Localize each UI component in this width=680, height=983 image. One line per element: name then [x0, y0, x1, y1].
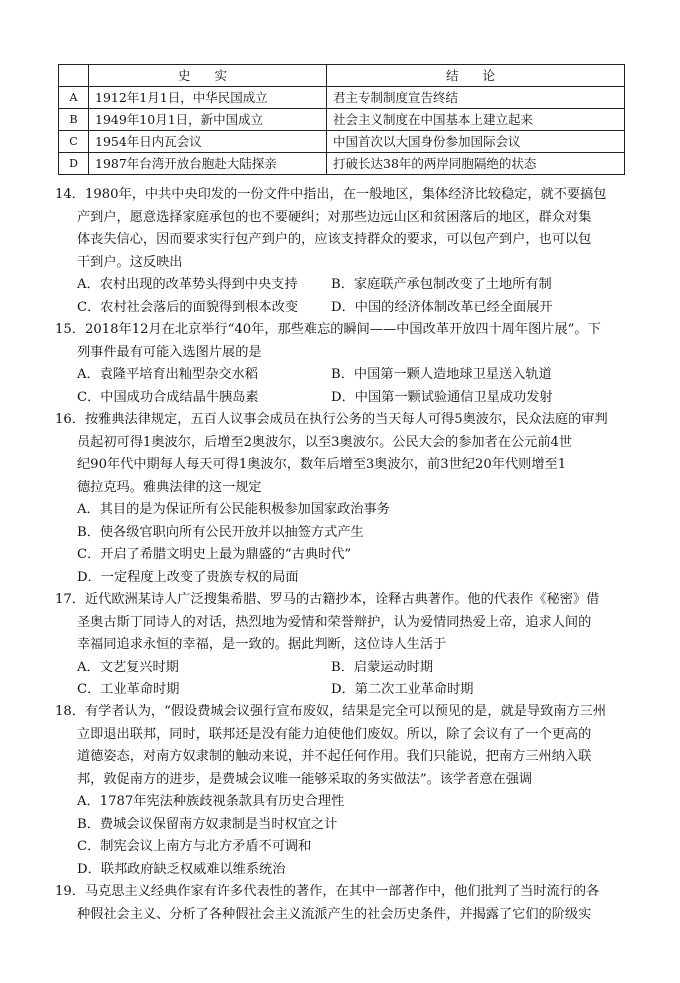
question-18	[55, 701, 635, 881]
question-stem-line: 纪90年代中期每人每天可得1奥波尔，数年后增至3奥波尔，前3世纪20年代则增至1	[77, 457, 567, 472]
option-d[interactable]: D．中国第一颗试验通信卫星成功发射	[331, 389, 553, 405]
option-a[interactable]: A．农村出现的改革势头得到中央支持	[77, 277, 298, 292]
question-stem-line: 14．1980年，中共中央印发的一份文件中指出，在一般地区，集体经济比较稳定，就不要搞包	[55, 187, 607, 202]
option-row	[55, 364, 635, 387]
row-label: B	[59, 109, 89, 131]
row-label: C	[59, 131, 89, 153]
table-row	[59, 109, 625, 131]
table-header-blank	[59, 65, 89, 87]
question-14	[55, 184, 635, 319]
option-b[interactable]: B．费城会议保留南方奴隶制是当时权宜之计	[77, 816, 338, 832]
question-stem-line: 幸福同追求永恒的幸福，是一致的。据此判断，这位诗人生活于	[77, 637, 447, 652]
question-stem-line: 18．有学者认为，“假设费城会议强行宣布废奴，结果是完全可以预见的是，就是导致南方三州	[55, 704, 607, 719]
option-d[interactable]: D．一定程度上改变了贵族专权的局面	[77, 569, 299, 585]
row-label: D	[59, 153, 89, 175]
table-header-row	[59, 65, 625, 87]
table-row	[59, 87, 625, 109]
option-a[interactable]: A．1787年宪法种族歧视条款具有历史合理性	[77, 794, 345, 809]
question-stem-line: 员起初可得1奥波尔，后增至2奥波尔，以至3奥波尔。公民大会的参加者在公元前4世	[77, 434, 573, 450]
question-stem-line: 种假社会主义、分析了各种假社会主义流派产生的社会历史条件，并揭露了它们的阶级实	[77, 906, 592, 922]
table-header-conclusion: 结 论	[327, 65, 625, 87]
row-label: A	[59, 87, 89, 109]
option-a[interactable]: A．其目的是为保证所有公民能积极参加国家政治事务	[77, 502, 390, 517]
question-stem-line: 15．2018年12月在北京举行“40年，那些难忘的瞬间——中国改革开放四十周年图片展”。下	[55, 322, 601, 337]
option-row	[55, 387, 635, 410]
question-stem-line: 德拉克玛。雅典法律的这一规定	[77, 479, 262, 495]
option-a[interactable]: A．文艺复兴时期	[77, 659, 179, 675]
history-table	[58, 64, 625, 175]
option-c[interactable]: C．农村社会落后的面貌得到根本改变	[77, 299, 299, 315]
row-conclusion: 中国首次以大国身份参加国际会议	[327, 131, 625, 153]
question-stem-line: 17．近代欧洲某诗人广泛搜集希腊、罗马的古籍抄本，诠释古典著作。他的代表作《秘密》借	[55, 592, 600, 607]
option-c[interactable]: C．工业革命时期	[77, 682, 180, 697]
option-b[interactable]: B．家庭联产承包制改变了土地所有制	[331, 277, 552, 292]
row-fact: 1987年台湾开放台胞赴大陆探亲	[89, 153, 327, 175]
option-a[interactable]: A．袁隆平培育出籼型杂交水稻	[77, 367, 258, 382]
question-stem-line: 列事件最有可能入选图片展的是	[77, 344, 262, 360]
table-header-fact: 史 实	[89, 65, 327, 87]
table-row	[59, 153, 625, 175]
question-stem-line: 道德姿态，对南方奴隶制的触动来说，并不起任何作用。我们只能说，把南方三州纳入联	[77, 749, 592, 764]
question-stem-line: 邦，敦促南方的进步，是费城会议唯一能够采取的务实做法”。该学者意在强调	[77, 771, 533, 787]
question-stem-line: 干到户。这反映出	[77, 254, 183, 270]
option-b[interactable]: B．启蒙运动时期	[331, 659, 434, 675]
table-row	[59, 131, 625, 153]
question-stem-line: 圣奥古斯丁同诗人的对话，热烈地为爱情和荣誉辩护，认为爱情同热爱上帝，追求人间的	[77, 614, 592, 630]
option-c[interactable]: C．中国成功合成结晶牛胰岛素	[77, 389, 259, 405]
option-row	[55, 297, 635, 320]
row-conclusion: 打破长达38年的两岸同胞隔绝的状态	[327, 153, 625, 175]
question-16	[55, 409, 635, 589]
question-19	[55, 881, 635, 926]
question-stem-line: 体丧失信心，因而要求实行包产到户的，应该支持群众的要求，可以包产到户，也可以包	[77, 232, 592, 247]
option-d[interactable]: D．第二次工业革命时期	[331, 682, 474, 697]
option-c[interactable]: C．制宪会议上南方与北方矛盾不可调和	[77, 839, 312, 854]
question-stem-line: 16．按雅典法律规定，五百人议事会成员在执行公务的当天每人可得5奥波尔，民众法庭的审判	[55, 412, 608, 427]
option-row	[55, 679, 635, 702]
row-fact: 1912年1月1日，中华民国成立	[89, 87, 327, 109]
option-b[interactable]: B．中国第一颗人造地球卫星送入轨道	[331, 367, 552, 382]
row-fact: 1954年日内瓦会议	[89, 131, 327, 153]
question-15	[55, 319, 635, 409]
question-stem-line: 立即退出联邦，同时，联邦还是没有能力迫使他们废奴。所以，除了会议有了一个更高的	[77, 726, 592, 742]
option-row	[55, 274, 635, 297]
question-stem-line: 产到户，愿意选择家庭承包的也不要硬纠；对那些边远山区和贫困落后的地区，群众对集	[77, 209, 592, 225]
question-stem-line: 19．马克思主义经典作家有许多代表性的著作，在其中一部著作中，他们批判了当时流行的各	[55, 884, 600, 899]
question-17	[55, 589, 635, 702]
option-d[interactable]: D．中国的经济体制改革已经全面展开	[331, 299, 553, 315]
row-conclusion: 社会主义制度在中国基本上建立起来	[327, 109, 625, 131]
option-d[interactable]: D．联邦政府缺乏权威难以维系统治	[77, 861, 286, 877]
row-conclusion: 君主专制制度宣告终结	[327, 87, 625, 109]
option-row	[55, 657, 635, 680]
option-c[interactable]: C．开启了希腊文明史上最为鼎盛的“古典时代”	[77, 547, 352, 562]
row-fact: 1949年10月1日，新中国成立	[89, 109, 327, 131]
option-b[interactable]: B．使各级官职向所有公民开放并以抽签方式产生	[77, 524, 364, 540]
